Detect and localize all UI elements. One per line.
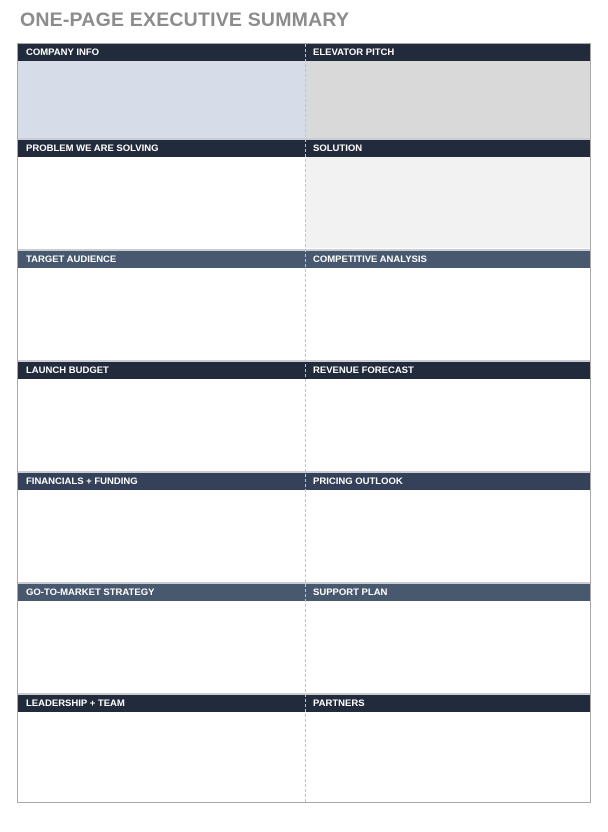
pricing-outlook-header: PRICING OUTLOOK — [305, 473, 590, 490]
leadership-team-header: LEADERSHIP + TEAM — [18, 695, 305, 712]
row-divider — [18, 360, 590, 362]
go-to-market-section — [18, 584, 305, 692]
leadership-team-field[interactable] — [18, 712, 305, 802]
competitive-analysis-section — [305, 251, 590, 359]
company-info-header: COMPANY INFO — [18, 44, 305, 61]
company-info-section — [18, 44, 305, 139]
financials-funding-field[interactable] — [18, 490, 305, 581]
target-audience-section — [18, 251, 305, 359]
summary-grid — [17, 43, 591, 803]
solution-field[interactable] — [305, 157, 590, 248]
pricing-outlook-section — [305, 473, 590, 581]
competitive-analysis-field[interactable] — [305, 268, 590, 359]
problem-field[interactable] — [18, 157, 305, 248]
leadership-team-section — [18, 695, 305, 802]
partners-section — [305, 695, 590, 802]
launch-budget-header: LAUNCH BUDGET — [18, 362, 305, 379]
revenue-forecast-header: REVENUE FORECAST — [305, 362, 590, 379]
column-divider — [305, 44, 306, 802]
row-divider — [18, 693, 590, 695]
support-plan-header: SUPPORT PLAN — [305, 584, 590, 601]
elevator-pitch-section — [305, 44, 590, 139]
solution-section — [305, 140, 590, 248]
go-to-market-header: GO-TO-MARKET STRATEGY — [18, 584, 305, 601]
target-audience-header: TARGET AUDIENCE — [18, 251, 305, 268]
problem-section — [18, 140, 305, 248]
go-to-market-field[interactable] — [18, 601, 305, 692]
support-plan-field[interactable] — [305, 601, 590, 692]
elevator-pitch-field[interactable] — [305, 61, 590, 139]
row-divider — [18, 138, 590, 140]
launch-budget-field[interactable] — [18, 379, 305, 470]
pricing-outlook-field[interactable] — [305, 490, 590, 581]
revenue-forecast-field[interactable] — [305, 379, 590, 470]
support-plan-section — [305, 584, 590, 692]
row-divider — [18, 471, 590, 473]
elevator-pitch-header: ELEVATOR PITCH — [305, 44, 590, 61]
financials-funding-section — [18, 473, 305, 581]
row-divider — [18, 249, 590, 251]
financials-funding-header: FINANCIALS + FUNDING — [18, 473, 305, 490]
partners-field[interactable] — [305, 712, 590, 802]
competitive-analysis-header: COMPETITIVE ANALYSIS — [305, 251, 590, 268]
company-info-field[interactable] — [18, 61, 305, 139]
revenue-forecast-section — [305, 362, 590, 470]
solution-header: SOLUTION — [305, 140, 590, 157]
partners-header: PARTNERS — [305, 695, 590, 712]
row-divider — [18, 582, 590, 584]
page-title: ONE-PAGE EXECUTIVE SUMMARY — [20, 9, 350, 31]
target-audience-field[interactable] — [18, 268, 305, 359]
problem-header: PROBLEM WE ARE SOLVING — [18, 140, 305, 157]
launch-budget-section — [18, 362, 305, 470]
